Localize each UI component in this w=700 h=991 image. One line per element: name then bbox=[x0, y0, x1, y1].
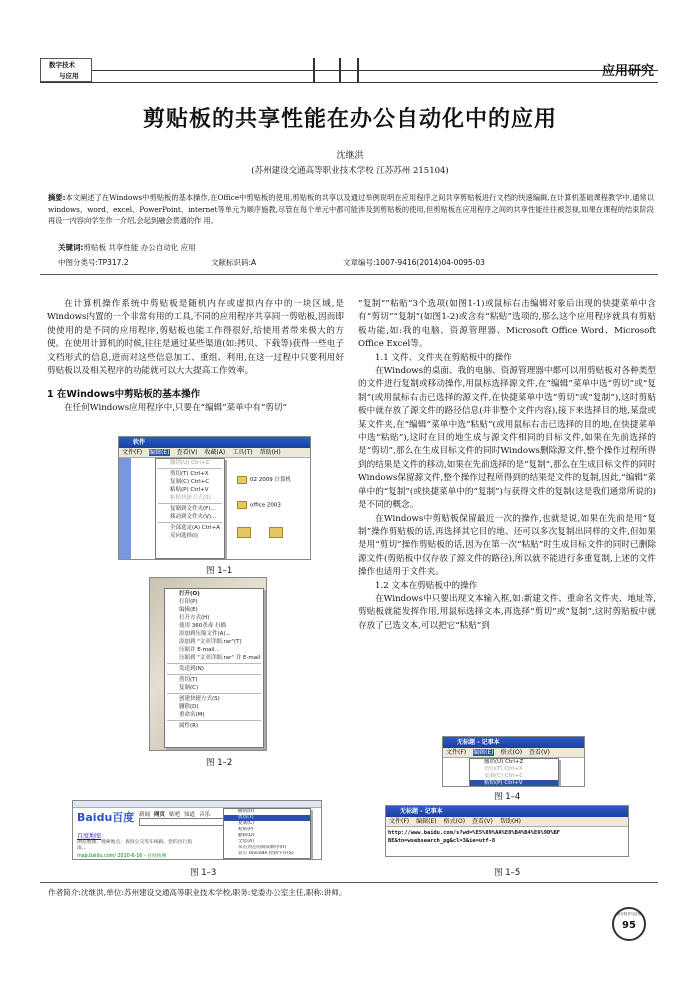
fig15-titlebar bbox=[386, 806, 628, 817]
fig13-tabs bbox=[139, 810, 210, 818]
document-code: 文献标识码:A bbox=[211, 258, 257, 267]
fig11-item-invert[interactable]: 反向选择(I) bbox=[170, 533, 198, 539]
fig11-menu-tools[interactable]: 工具(T) bbox=[232, 449, 253, 456]
fig12-sep bbox=[167, 693, 261, 694]
fig13-item-select-all[interactable]: 全选(A) bbox=[238, 839, 254, 844]
subsection-heading-1-2: 1.2 文本在剪贴板中的操作 bbox=[375, 580, 478, 591]
fig11-menu-fav[interactable]: 收藏(A) bbox=[204, 449, 226, 456]
fig13-item-copy[interactable]: 复制(C) bbox=[238, 821, 254, 826]
fig14-menubar bbox=[443, 748, 584, 758]
folder-icon bbox=[237, 476, 247, 484]
fig14-item-paste[interactable]: 粘贴(P) Ctrl+V bbox=[470, 780, 558, 787]
fig13-item-unicode[interactable]: 显示 Unicode 控制字符(S) bbox=[238, 851, 294, 856]
abstract-text: 本文阐述了在Windows中剪贴板的基本操作,在Office中剪贴板的使用,剪贴板的共享以及通过举例说明在应用程序之间共享剪贴板进行文档的快速编辑,在计算机基础课程教学中,通常以windows、word、excel、PowerPoint、internet等单元为顺序施教,尽管在每个单元中都可能涉及到剪贴板的使用,但剪贴板在应用程序之间的共享性能往往被忽视,如果在课程的结束阶段再设一内容向学生作一介绍,会起到融会贯通的作 用。 bbox=[48, 193, 655, 225]
left-column bbox=[47, 298, 344, 416]
fig11-menu-file[interactable]: 文件(F) bbox=[122, 449, 143, 456]
page-number: 95 bbox=[622, 920, 636, 931]
fig11-item-paste-shortcut[interactable]: 粘贴快捷方式(S) bbox=[170, 495, 211, 501]
fig13-tab-web[interactable]: 网页 bbox=[154, 812, 166, 818]
fig11-item-copy[interactable]: 复制(C) Ctrl+C bbox=[170, 479, 210, 485]
right-paragraph-1: “复制”“粘贴”3个选项(如图1-1)或鼠标右击编辑对象后出现的快捷菜单中含有“剪切”“复制”(如图1-2)或含有“粘贴”选项的,那么这个应用程序就具有剪贴板功能,如:我的电脑、资源管理器、Microsoft Office Word、Microsoft Office Excel等。 bbox=[358, 299, 656, 350]
figure-1-2-caption: 图 1–2 bbox=[206, 758, 233, 768]
fig12-item-rename[interactable]: 重命名(M) bbox=[179, 712, 205, 718]
fig11-title: 软件 bbox=[133, 439, 146, 446]
fig11-menu-edit[interactable]: 编辑(E) bbox=[149, 449, 170, 456]
right-paragraph-4: 在Windows中只要出现文本输入框,如:新建文件、重命名文件夹、地址等,剪贴板就能发挥作用,用鼠标选择文本,再选择“剪切”或“复制”,这时剪贴板中就存放了已选文本,可以把它“粘贴”到 bbox=[358, 593, 656, 631]
fig14-item-cut[interactable]: 剪切(T) Ctrl+X bbox=[484, 766, 523, 772]
fig12-item-add-rar[interactable]: 添加到 "文章详细.rar"(T) bbox=[179, 639, 242, 645]
fig12-item-add-archive[interactable]: 添加到压缩文件(A)... bbox=[179, 631, 231, 637]
fig11-edit-menu bbox=[155, 458, 225, 559]
fig12-item-edit[interactable]: 编辑(E) bbox=[179, 607, 198, 613]
fig15-menu-view[interactable]: 查看(V) bbox=[472, 818, 493, 825]
fig14-item-copy[interactable]: 复制(C) Ctrl+C bbox=[484, 773, 524, 779]
fig12-context-menu bbox=[164, 588, 264, 748]
fig14-titlebar bbox=[443, 737, 584, 748]
figure-1-4-caption: 图 1–4 bbox=[494, 792, 521, 802]
header-rule bbox=[92, 70, 658, 71]
section-heading-1: 1 在Windows中剪贴板的基本操作 bbox=[47, 389, 201, 401]
fig11-folder-4[interactable] bbox=[269, 527, 283, 538]
keywords-value: 剪贴板 共享性能 办公自动化 应用 bbox=[83, 243, 196, 252]
fig15-title: 无标题 - 记事本 bbox=[400, 808, 443, 815]
keywords bbox=[58, 242, 196, 253]
fig12-item-cut[interactable]: 剪切(T) bbox=[179, 677, 198, 683]
fig11-file-1[interactable] bbox=[237, 475, 291, 484]
fig11-sep bbox=[158, 522, 222, 523]
fig14-item-undo[interactable]: 撤销(U) Ctrl+Z bbox=[484, 759, 524, 765]
fig11-menu-help[interactable]: 帮助(H) bbox=[259, 449, 281, 456]
left-paragraph-1: 在计算机操作系统中剪贴板是随机内存或虚拟内存中的一块区域,是Windows内置的一个非常有用的工具,不同的应用程序共享同一剪贴板,因而即使使用的是不同的应用程序,剪贴板也能工作得很好,给使用者带来极大的方便。在使用计算机的时候,往往是通过某些渠道(如:拷贝、下载等)获得一些电子文档形式的信息,进而对这些信息加工、重组、利用,在这一过程中只要利用好剪贴板以及相关程序的功能就可以大大提高工作效率。 bbox=[47, 299, 344, 377]
header-rule-bottom bbox=[40, 82, 658, 83]
fig15-menu-file[interactable]: 文件(F) bbox=[389, 818, 410, 825]
header-bar-3 bbox=[357, 58, 359, 82]
fig14-title: 无标题 - 记事本 bbox=[457, 739, 500, 746]
keywords-label: 关键词: bbox=[58, 243, 84, 252]
fig13-tab-zhidao[interactable]: 知道 bbox=[184, 812, 196, 818]
fig15-menubar bbox=[386, 817, 628, 827]
abstract bbox=[48, 192, 654, 227]
fig14-menu-format[interactable]: 格式(O) bbox=[500, 749, 523, 756]
fig14-edit-menu bbox=[469, 758, 559, 787]
fig11-sep bbox=[158, 468, 222, 469]
header-logo-line2: 与应用 bbox=[59, 72, 79, 80]
fig12-item-compress-rar-email[interactable]: 压缩到 "文章详细.rar" 并 E-mail bbox=[179, 655, 261, 661]
fig13-context-menu bbox=[223, 808, 311, 859]
fig12-item-compress-email[interactable]: 压缩并 E-mail... bbox=[179, 647, 220, 653]
header-bar-2 bbox=[339, 58, 341, 82]
fig12-item-shortcut[interactable]: 创建快捷方式(S) bbox=[179, 696, 220, 702]
fig11-item-select-all[interactable]: 全部选定(A) Ctrl+A bbox=[170, 525, 220, 531]
abstract-rule bbox=[40, 274, 658, 275]
fig12-sep bbox=[167, 720, 261, 721]
fig11-item-move-to[interactable]: 移动到文件夹(V)... bbox=[170, 514, 217, 520]
fig11-folder-3[interactable] bbox=[237, 527, 251, 538]
fig15-line-2: BE&tn=wsebsearch_pg&cl=3&ie=utf-8 bbox=[388, 838, 496, 844]
fig13-item-rtl[interactable]: 从右到左的阅读顺序(R) bbox=[238, 845, 287, 850]
fig11-file-1-label: 02 2009 计算机 bbox=[250, 477, 291, 483]
fig13-top-strip bbox=[73, 801, 322, 808]
fig13-item-undo[interactable]: 撤销(U) bbox=[238, 809, 255, 814]
fig12-item-send-to[interactable]: 发送到(N) bbox=[179, 666, 204, 672]
fig12-sep bbox=[167, 674, 261, 675]
figure-1-5-caption: 图 1–5 bbox=[494, 868, 521, 878]
fig13-tab-music[interactable]: 音乐 bbox=[199, 812, 211, 818]
figure-1-4 bbox=[442, 736, 585, 787]
fig13-item-cut[interactable]: 剪切(T) bbox=[224, 815, 310, 821]
figure-1-1 bbox=[118, 436, 311, 560]
fig13-result-url: map.baidu.com/ 2010-6-16 - 百度快照 bbox=[77, 854, 167, 859]
fig12-item-print[interactable]: 打印(P) bbox=[179, 599, 198, 605]
fig13-baidu-logo: Baidu百度 bbox=[77, 811, 135, 824]
right-column bbox=[358, 298, 656, 633]
subsection-heading-1-1: 1.1 文件、文件夹在剪贴板中的操作 bbox=[375, 352, 512, 363]
fig14-menu-view[interactable]: 查看(V) bbox=[529, 749, 550, 756]
fig13-result-text: 浏览地图、搜索地点、查询公交驾车线路。您的出行指南... bbox=[77, 840, 193, 851]
fig11-titlebar bbox=[119, 437, 310, 448]
figure-1-2 bbox=[149, 577, 267, 751]
fig12-item-open-with[interactable]: 打开方式(H) bbox=[179, 615, 210, 621]
header-logo-line1: 数字技术 bbox=[49, 61, 75, 69]
fig12-item-scan[interactable]: 使用 360杀毒 扫描 bbox=[179, 623, 226, 629]
fig15-menu-help[interactable]: 帮助(H) bbox=[499, 818, 522, 825]
fig11-sidebar bbox=[119, 458, 131, 560]
figure-1-1-caption: 图 1–1 bbox=[206, 566, 233, 576]
fig13-result-title[interactable]: 百度地图 bbox=[77, 833, 102, 840]
fig11-menu-view[interactable]: 查看(V) bbox=[176, 449, 198, 456]
fig11-menubar bbox=[119, 448, 310, 458]
header-section: 应用研究 bbox=[601, 64, 654, 79]
fig12-item-delete[interactable]: 删除(D) bbox=[179, 704, 199, 710]
header-logo-box bbox=[40, 58, 92, 82]
author: 沈继洪 bbox=[336, 151, 364, 161]
clc-number: 中图分类号:TP317.2 bbox=[58, 258, 129, 267]
figure-1-5 bbox=[385, 805, 629, 857]
fig15-menu-edit[interactable]: 编辑(E) bbox=[416, 818, 437, 825]
fig13-tab-tieba[interactable]: 贴吧 bbox=[169, 812, 181, 818]
page-stamp-text: 数字技术与应用 bbox=[616, 912, 642, 916]
fig12-sep bbox=[167, 663, 261, 664]
page-stamp bbox=[612, 907, 646, 941]
fig13-item-paste[interactable]: 粘贴(P) bbox=[238, 827, 254, 832]
abstract-label: 摘要: bbox=[48, 193, 66, 202]
fig15-line-1: http://www.baidu.com/s?wd=%E5%89%AA%E8%B4%B4%E6%9D%BF bbox=[388, 830, 561, 836]
fig13-item-delete[interactable]: 删除(D) bbox=[238, 833, 255, 838]
fig15-text-area[interactable] bbox=[388, 829, 626, 845]
paper-title: 剪贴板的共享性能在办公自动化中的应用 bbox=[142, 106, 557, 132]
fig12-item-copy[interactable]: 复制(C) bbox=[179, 685, 199, 691]
fig11-file-2[interactable] bbox=[237, 501, 281, 509]
fig11-item-paste[interactable]: 粘贴(P) Ctrl+V bbox=[170, 487, 209, 493]
fig14-menu-edit[interactable]: 编辑(E) bbox=[473, 749, 494, 756]
fig11-sep bbox=[158, 503, 222, 504]
fig12-item-properties[interactable]: 属性(R) bbox=[179, 723, 199, 729]
fig11-item-copy-to[interactable]: 复制到文件夹(F)... bbox=[170, 506, 216, 512]
fig13-tab-news[interactable]: 新闻 bbox=[139, 812, 151, 818]
figure-1-3 bbox=[72, 800, 322, 860]
author-note: 作者简介:沈继洪,单位:苏州建设交通高等职业技术学校,职务:党委办公室主任,职称:讲师。 bbox=[48, 888, 347, 897]
folder-icon bbox=[237, 501, 247, 509]
fig12-item-open[interactable]: 打开(O) bbox=[179, 591, 200, 597]
article-number: 文章编号:1007-9416(2014)04-0095-03 bbox=[343, 258, 485, 267]
figure-1-3-caption: 图 1–3 bbox=[190, 868, 217, 878]
right-paragraph-3: 在Windows中剪贴板保留最近一次的操作,也就是说,如果在先前是用“复制”操作剪贴板的话,再选择其它目的地、还可以多次复制出同样的文件,但如果是用“剪切”操作剪贴板的话,因为在第一次“粘贴”时生成目标文件的同时已删除源文件(剪贴板中仅存放了源文件的路径),所以就不能进行多重复制,上述的文件操作也适用于文件夹。 bbox=[358, 513, 656, 578]
footer-rule bbox=[40, 882, 658, 883]
fig14-menu-file[interactable]: 文件(F) bbox=[446, 749, 467, 756]
fig11-item-undo[interactable]: 撤销(U) Ctrl+Z bbox=[170, 460, 210, 466]
left-paragraph-2: 在任何Windows应用程序中,只要在“编辑”菜单中有“剪切” bbox=[64, 403, 287, 414]
header-bar-1 bbox=[313, 58, 315, 82]
fig15-menu-format[interactable]: 格式(O) bbox=[443, 818, 466, 825]
affiliation: (苏州建设交通高等职业技术学校 江苏苏州 215104) bbox=[251, 166, 449, 176]
fig11-item-cut[interactable]: 剪切(T) Ctrl+X bbox=[170, 471, 209, 477]
fig11-file-2-label: office 2003 bbox=[250, 502, 281, 509]
right-paragraph-2: 在Windows的桌面、我的电脑、资源管理器中都可以用剪贴板对各种类型的文件进行复制或移动操作,用鼠标选择源文件,在“编辑”菜单中选“剪切”或“复制”(或用鼠标右击已选择的源文件,在快捷菜单中选“剪切”或“复制”),这时剪贴板中就存放了源文件的路径信息(并非整个文件内容),接下来选择目的地,某盘或某文件夹,在“编辑”菜单中选“粘贴”(或用鼠标右击已选择的目的地,在快捷菜单中选“粘贴”),这时在目的地生成与源文件相同的目标文件,如果在先前选择的是“剪切”,那么在生成目标文件的同时Windows删除源文件,整个操作过程所得到的结果是文件的移动,如果在先前选择的是“复制”,那么在生成目标文件的同时Windows保留源文件,整个操作过程所得到的结果是文件的复制,因此,“编辑”菜单中的“复制”(或快捷菜单中的“复制”)与获得文件的复制(这是我们通常所说的)是不同的概念。 bbox=[358, 366, 656, 511]
